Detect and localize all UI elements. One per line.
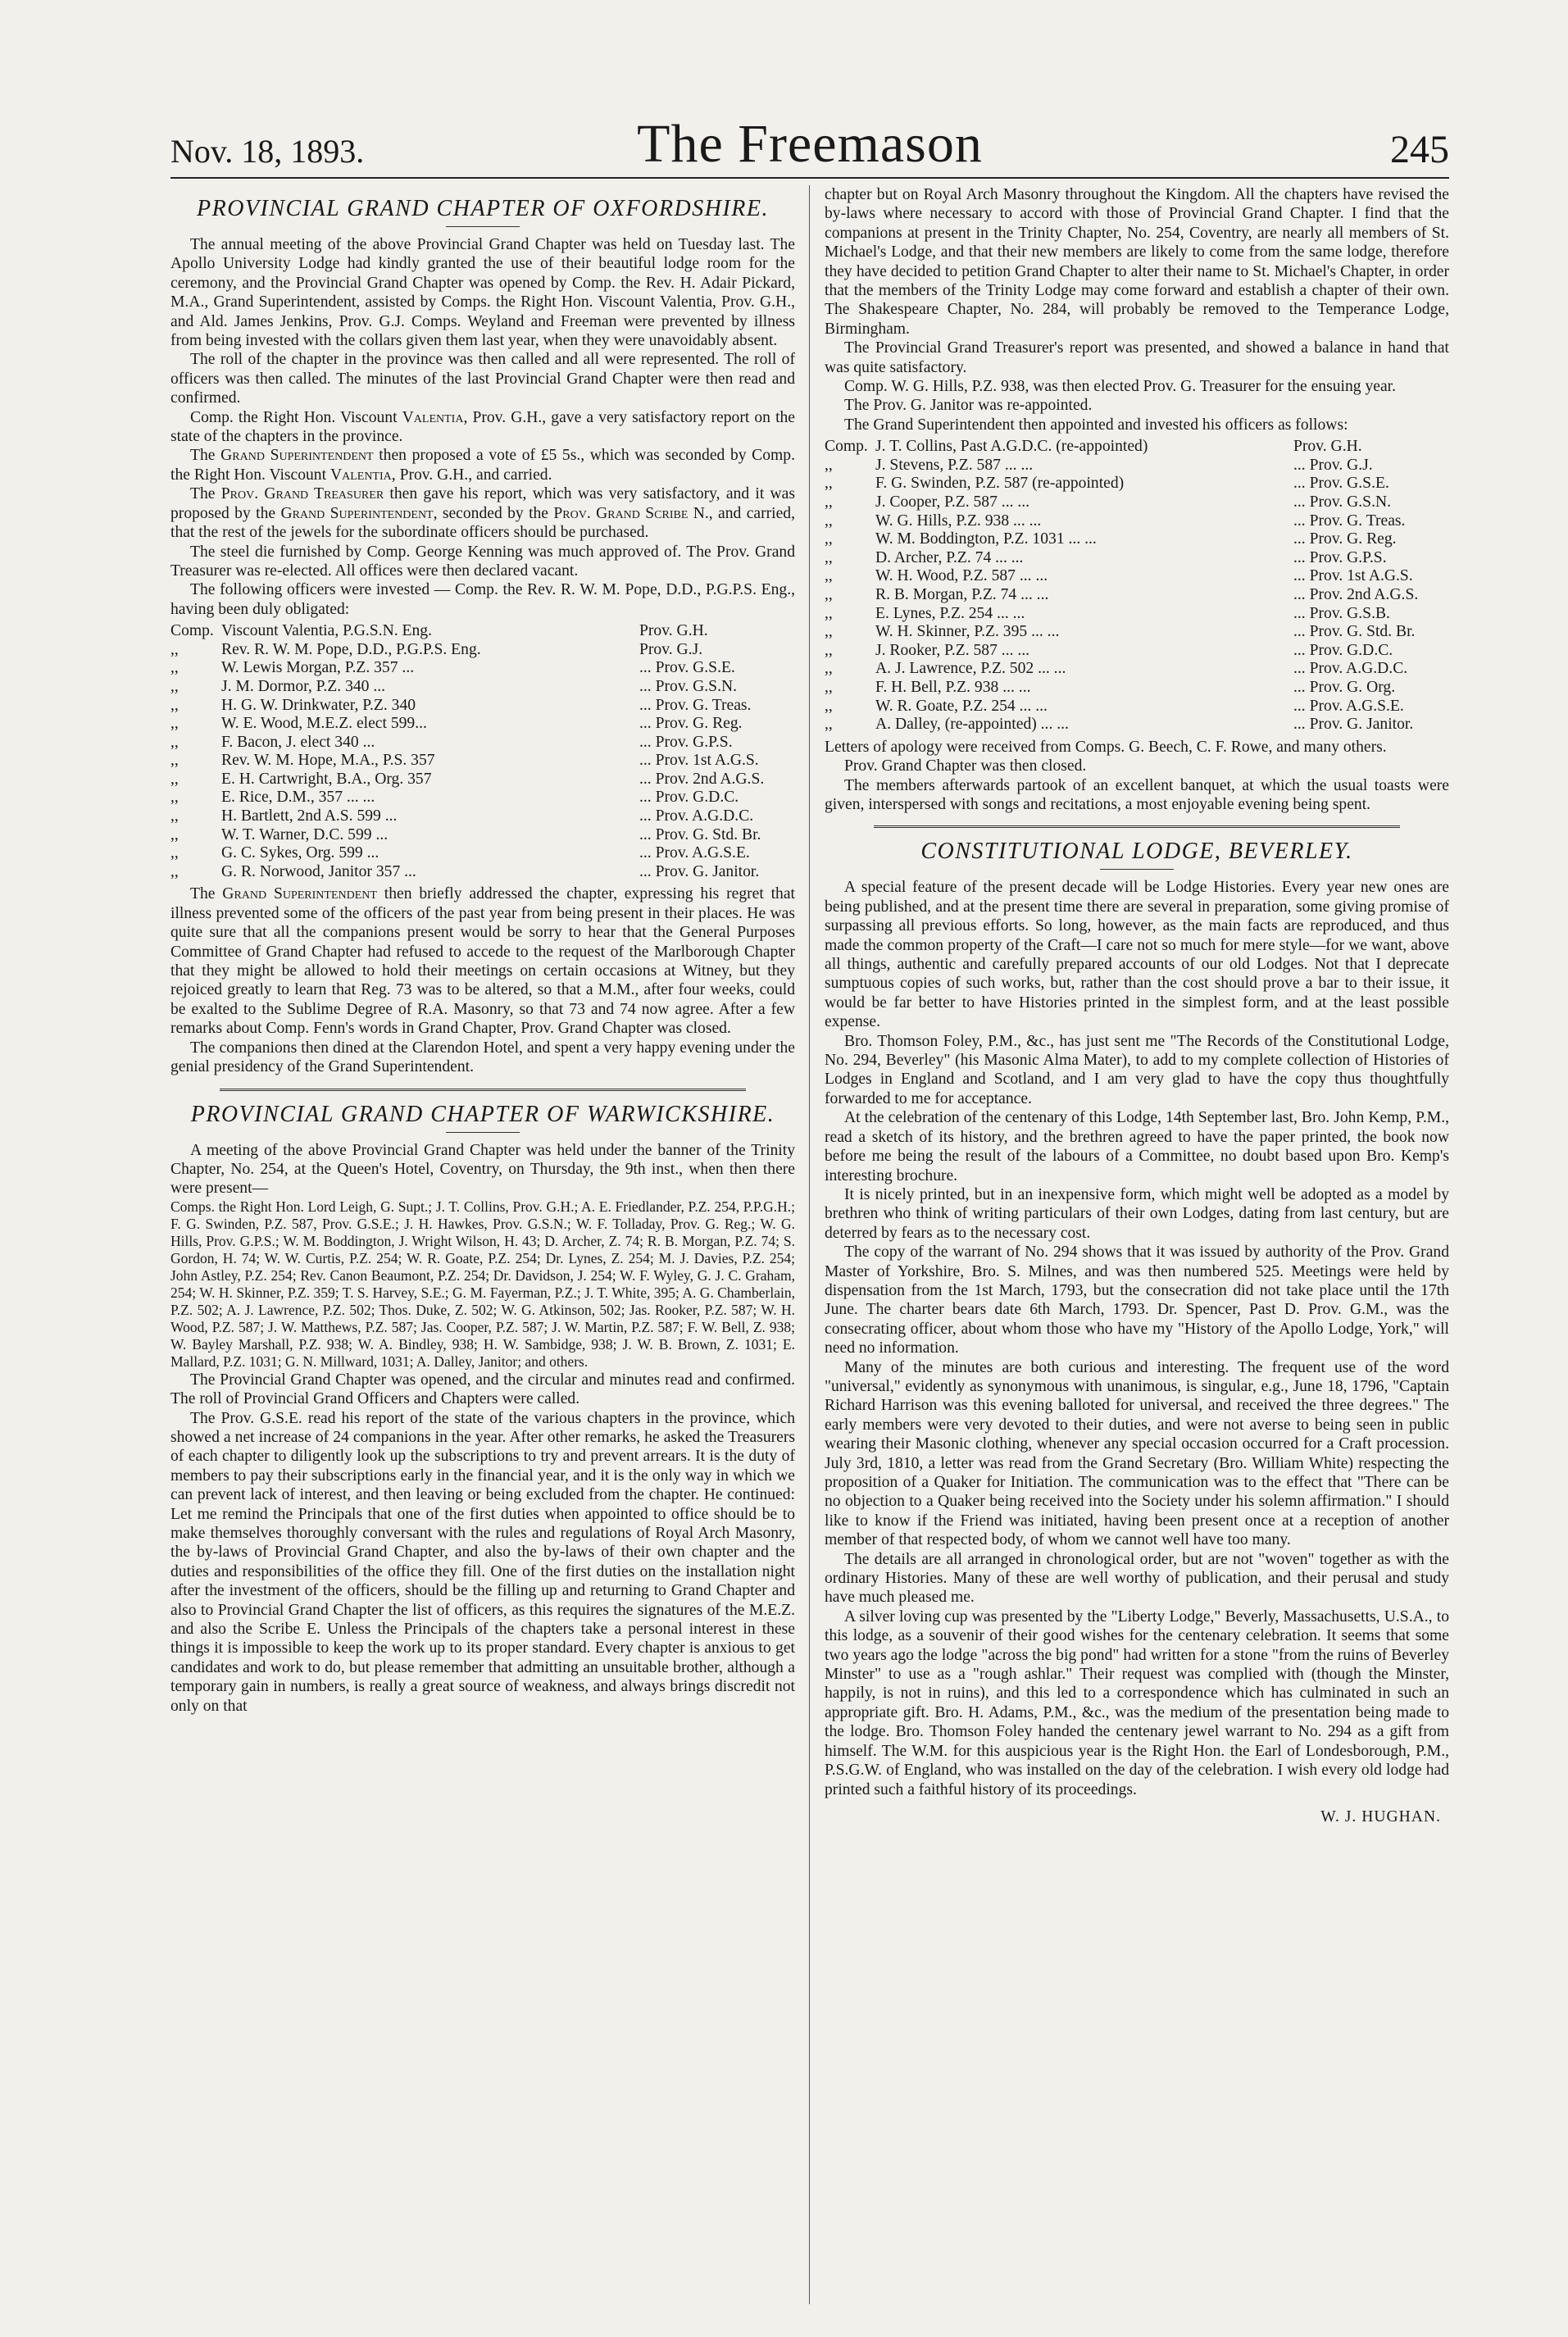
warwick-paragraph: The members afterwards partook of an excellent banquet, at which the usual toasts were given, interspersed with songs and recitations, a most enjoyable evening being spent. xyxy=(825,776,1449,813)
oxford-heading: PROVINCIAL GRAND CHAPTER OF OXFORDSHIRE. xyxy=(197,196,769,221)
officer-row: ,, J. M. Dormor, P.Z. 340 ... ... Prov. G.S.N. xyxy=(170,677,738,695)
right-column xyxy=(825,185,1449,2304)
warwick-paragraph: The Grand Superintendent then appointed and invested his officers as follows: xyxy=(844,416,1348,434)
oxford-paragraph: The Grand Superintendent then proposed a vote of £5 5s., which was seconded by Comp. the Right Hon. Viscount Valentia, Prov. G.H., and carried. xyxy=(170,447,795,484)
officer-row: ,, W. H. Skinner, P.Z. 395 ... ... ... Prov. G. Std. Br. xyxy=(825,623,1416,641)
issue-date: Nov. 18, 1893. xyxy=(170,133,365,170)
author-signature: W. J. HUGHAN. xyxy=(1320,1807,1441,1825)
officer-row: ,, R. B. Morgan, P.Z. 74 ... ... ... Prov. 2nd A.G.S. xyxy=(825,586,1419,604)
section-divider xyxy=(220,1089,746,1091)
officer-row: ,, D. Archer, P.Z. 74 ... ... ... Prov. G.P.S. xyxy=(825,548,1387,566)
oxford-paragraph: The annual meeting of the above Provincial Grand Chapter was held on Tuesday last. The Apollo University Lodge had kindly granted the use of their beautiful lodge room for the ceremony, and the Provincial Grand Chapter was opened by Comp. the Rev. H. Adair Pickard, M.A., Grand Superintendent, assisted by Comps. the Right Hon. Viscount Valentia, Prov. G.H., and Ald. James Jenkins, Prov. G.J. Comps. Weyland and Freeman were prevented by illness from being invested with the collars given them last year, when they were unavoidably absent. xyxy=(170,236,795,350)
officer-row: ,, E. Rice, D.M., 357 ... ... ... Prov. G.D.C. xyxy=(170,789,739,807)
heading-rule xyxy=(446,1132,520,1133)
column-rule xyxy=(809,185,810,2304)
officer-row: Comp. J. T. Collins, Past A.G.D.C. (re-appointed) Prov. G.H. xyxy=(825,438,1362,456)
beverley-heading: CONSTITUTIONAL LODGE, BEVERLEY. xyxy=(920,839,1353,865)
warwick-paragraph: Prov. Grand Chapter was then closed. xyxy=(844,757,1087,775)
heading-rule xyxy=(1100,869,1174,870)
oxford-paragraph: Comp. the Right Hon. Viscount Valentia, Prov. G.H., gave a very satisfactory report on the state of the chapters in the province. xyxy=(170,408,795,446)
warwick-paragraph: The Provincial Grand Treasurer's report was presented, and showed a balance in hand that was quite satisfactory. xyxy=(825,339,1449,376)
officer-row: ,, F. Bacon, J. elect 340 ... ... Prov. G.P.S. xyxy=(170,733,733,751)
oxford-paragraph: The Grand Superintendent then briefly addressed the chapter, expressing his regret that illness prevented some of the officers of the past year from being present in their places. He was quite sure that all the companions present would be sorry to hear that the General Purposes Committee of Grand Chapter had refused to accede to the request of the Marlborough Chapter that they might be allowed to hold their meetings on certain occasions at Witney, but they rejoiced greatly to learn that Reg. 73 was to be altered, so that a M.M., after four weeks, could be exalted to the Sublime Degree of R.A. Masonry, so that 73 and 74 now agree. After a few remarks about Comp. Fenn's words in Grand Chapter, Prov. Grand Chapter was closed. xyxy=(170,885,795,1038)
officer-row: ,, H. Bartlett, 2nd A.S. 599 ... ... Prov. A.G.D.C. xyxy=(170,807,754,825)
beverley-paragraph: It is nicely printed, but in an inexpensive form, which might well be adopted as a model by brethren who think of writing particulars of their own Lodges, dating from last century, but are deterred by fears as to the necessary cost. xyxy=(825,1185,1449,1242)
beverley-paragraph: A silver loving cup was presented by the "Liberty Lodge," Beverly, Massachusetts, U.S.A., to this lodge, as a souvenir of their good wishes for the centenary celebration. It seems that some two years ago the lodge "across the big pond" had written for a stone "from the ruins of Beverley Minster" to use as a "rough ashlar." Their request was complied with (though the Minster, happily, is not in ruins), and this led to a correspondence which has culminated in such an appropriate gift. Bro. H. Adams, P.M., &c., was the medium of the presentation being made to the lodge. Bro. Thomson Foley handed the centenary jewel warrant to No. 294 as a gift from himself. The W.M. for this auspicious year is the Right Hon. the Earl of Londesborough, P.M., P.S.G.W. of England, who was installed on the day of the celebration. I wish every old lodge had printed such a faithful history of its proceedings. xyxy=(825,1607,1449,1798)
beverley-paragraph: Many of the minutes are both curious and interesting. The frequent use of the word "universal," evidently as synonymous with unanimous, is singular, e.g., June 18, 1796, "Captain Richard Harrison was this evening balloted for universal, and received the three degrees." The early members were very devoted to their duties, and were not averse to being seen in public wearing their Masonic clothing, whenever any special occasion occurred for a Craft procession. July 3rd, 1810, a letter was read from the Grand Secretary (Bro. William White) respecting the proposition of a Quaker for Initiation. The communication was to the effect that "There can be no objection to a Quaker being received into the Society under his solemn affirmation." I should like to know if the Friend was initiated, having been present once at a reception of another member of that respected body, of whom we cannot well have too many. xyxy=(825,1358,1449,1549)
warwick-paragraph: A meeting of the above Provincial Grand Chapter was held under the banner of the Trinity Chapter, No. 254, at the Queen's Hotel, Coventry, on Thursday, the 9th inst., when then there were present— xyxy=(170,1141,795,1198)
officer-row: ,, F. G. Swinden, P.Z. 587 (re-appointed) ... Prov. G.S.E. xyxy=(825,475,1389,493)
officer-row: ,, W. Lewis Morgan, P.Z. 357 ... ... Prov. G.S.E. xyxy=(170,659,735,677)
section-divider xyxy=(874,825,1400,828)
masthead xyxy=(170,98,1449,177)
officer-row: ,, Rev. W. M. Hope, M.A., P.S. 357 ... Prov. 1st A.G.S. xyxy=(170,752,759,770)
warwick-heading: PROVINCIAL GRAND CHAPTER OF WARWICKSHIRE. xyxy=(190,1101,775,1127)
warwick-officers-list xyxy=(825,438,1449,734)
heading-rule xyxy=(446,226,520,227)
officer-row: ,, W. R. Goate, P.Z. 254 ... ... ... Prov. A.G.S.E. xyxy=(825,697,1404,715)
officer-row: ,, W. H. Wood, P.Z. 587 ... ... ... Prov. 1st A.G.S. xyxy=(825,567,1413,585)
warwick-paragraph: The Prov. G. Janitor was re-appointed. xyxy=(844,397,1093,415)
left-column xyxy=(170,185,795,2304)
officer-row: ,, A. Dalley, (re-appointed) ... ... ... Prov. G. Janitor. xyxy=(825,716,1414,734)
warwick-paragraph: The Prov. G.S.E. read his report of the state of the various chapters in the province, which showed a net increase of 24 companions in the year. After other remarks, he asked the Treasurers of each chapter to diligently look up the subscriptions to try and prevent arrears. It is the duty of members to pay their subscriptions early in the financial year, and it is the only way in which we can prevent lack of interest, and then leaving or being excluded from the chapter. He continued: Let me remind the Principals that one of the first duties when appointed to office should be to make themselves thoroughly conversant with the rules and regulations of Royal Arch Masonry, the by-laws of Provincial Grand Chapter, and also the by-laws of their own chapter and the duties and responsibilities of the office they fill. One of the first duties on the installation night after the investment of the officers, should be the filling up and returning to Grand Chapter and also to Provincial Grand Chapter the list of officers, as this requires the signatures of the M.E.Z. and also the Scribe E. Unless the Principals of the chapters take a personal interest in these things it is impossible to keep the work up to its proper standard. Every chapter is anxious to get candidates and work to do, but please remember that admitting an unsuitable brother, although a temporary gain in numbers, is really a great source of weakness, and always brings discredit not only on that xyxy=(170,1409,795,1715)
officer-row: Comp. Viscount Valentia, P.G.S.N. Eng. Prov. G.H. xyxy=(170,622,708,640)
oxford-paragraph: The steel die furnished by Comp. George Kenning was much approved of. The Prov. Grand Treasurer was re-elected. All offices were then declared vacant. xyxy=(170,543,795,580)
officer-row: ,, H. G. W. Drinkwater, P.Z. 340 ... Prov. G. Treas. xyxy=(170,696,752,714)
oxford-paragraph: The following officers were invested — Comp. the Rev. R. W. M. Pope, D.D., P.G.P.S. Eng., having been duly obligated: xyxy=(170,581,795,618)
warwick-paragraph: Comp. W. G. Hills, P.Z. 938, was then elected Prov. G. Treasurer for the ensuing year. xyxy=(844,378,1396,396)
officer-row: ,, J. Rooker, P.Z. 587 ... ... ... Prov. G.D.C. xyxy=(825,641,1393,659)
officer-row: ,, W. E. Wood, M.E.Z. elect 599... ... Prov. G. Reg. xyxy=(170,715,743,733)
beverley-paragraph: A special feature of the present decade will be Lodge Histories. Every year new ones are being published, and at the present time there are several in preparation, some giving promise of surpassing all previous efforts. So long, however, as the main facts are reproduced, and thus made the common property of the Craft—I care not so much for mere style—for we want, above all things, authentic and carefully prepared accounts of our old Lodges. Not that I deprecate sumptuous copies of such works, but, rather than the cost should prove a bar to their issue, it would be far better to have Histories printed in the simplest form, and at the least possible expense. xyxy=(825,879,1449,1031)
oxford-paragraph: The Prov. Grand Treasurer then gave his report, which was very satisfactory, and it was proposed by the Grand Superintendent, seconded by the Prov. Grand Scribe N., and carried, that the rest of the jewels for the subordinate officers should be purchased. xyxy=(170,485,795,542)
page-number: 245 xyxy=(1390,128,1449,171)
officer-row: ,, W. T. Warner, D.C. 599 ... ... Prov. G. Std. Br. xyxy=(170,825,761,843)
officer-row: ,, E. Lynes, P.Z. 254 ... ... ... Prov. G.S.B. xyxy=(825,604,1390,622)
warwick-paragraph: Letters of apology were received from Comps. G. Beech, C. F. Rowe, and many others. xyxy=(825,738,1387,756)
header-rule xyxy=(170,177,1449,179)
officer-row: ,, A. J. Lawrence, P.Z. 502 ... ... ... Prov. A.G.D.C. xyxy=(825,660,1408,678)
warwick-attendees: Comps. the Right Hon. Lord Leigh, G. Supt.; J. T. Collins, Prov. G.H.; A. E. Friedlander, P.Z. 254, P.P.G.H.; F. G. Swinden, P.Z. 587, Prov. G.S.E.; J. H. Hawkes, Prov. G.S.N.; W. F. Tolladay, Prov. G. Reg.; W. G. Hills, Prov. G.P.S.; W. M. Boddington, J. Wright Wilson, H. 43; D. Archer, Z. 74; R. B. Morgan, P.Z. 74; S. Gordon, H. 74; W. W. Curtis, P.Z. 254; W. R. Goate, P.Z. 254; Dr. Lynes, Z. 254; M. J. Davies, P.Z. 254; John Astley, P.Z. 254; Rev. Canon Beaumont, P.Z. 254; Dr. Davidson, J. 254; W. F. Wyley, G. J. C. Graham, 254; W. H. Skinner, P.Z. 359; T. S. Harvey, S.E.; G. M. Fayerman, P.Z.; J. T. White, 395; A. G. Chamberlain, P.Z. 502; A. J. Lawrence, P.Z. 502; Thos. Duke, Z. 502; W. G. Atkinson, 502; Jas. Rooker, P.Z. 587; W. H. Wood, P.Z. 587; J. W. Matthews, P.Z. 587; Jas. Cooper, P.Z. 587; J. W. Martin, P.Z. 587; F. W. Bell, Z. 938; W. Bayley Marshall, P.Z. 938; W. A. Bindley, 938; H. W. Sambidge, 938; J. W. B. Brown, Z. 1031; E. Mallard, P.Z. 1031; G. N. Millward, 1031; A. Dalley, Janitor; and others. xyxy=(170,1198,795,1370)
officer-row: ,, W. M. Boddington, P.Z. 1031 ... ... ... Prov. G. Reg. xyxy=(825,530,1397,548)
beverley-paragraph: The copy of the warrant of No. 294 shows that it was issued by authority of the Prov. Grand Master of Yorkshire, Bro. S. Milnes, and was then numbered 525. Meetings were held by dispensation from the 1st March, 1793, but the consecration did not take place until the 17th June. The charter bears date 6th March, 1793. Dr. Spencer, Past D. Prov. G.M., was the consecrating officer, about whom those who have my "History of the Apollo Lodge, York," will need no information. xyxy=(825,1244,1449,1357)
officer-row: ,, G. C. Sykes, Org. 599 ... ... Prov. A.G.S.E. xyxy=(170,844,750,862)
warwick-paragraph: The Provincial Grand Chapter was opened, and the circular and minutes read and confirmed. The roll of Provincial Grand Officers and Chapters were called. xyxy=(170,1371,795,1408)
officer-row: ,, W. G. Hills, P.Z. 938 ... ... ... Prov. G. Treas. xyxy=(825,512,1406,530)
oxford-paragraph: The companions then dined at the Clarendon Hotel, and spent a very happy evening under the genial presidency of the Grand Superintendent. xyxy=(170,1039,795,1076)
beverley-paragraph: At the celebration of the centenary of this Lodge, 14th September last, Bro. John Kemp, P.M., read a sketch of its history, and the brethren agreed to have the paper printed, the book now before me being the result of the labours of a Committee, no doubt based upon Bro. Kemp's interesting brochure. xyxy=(825,1109,1449,1184)
warwick-paragraph: chapter but on Royal Arch Masonry throughout the Kingdom. All the chapters have revised the by-laws where necessary to accord with those of Provincial Grand Chapter. I find that the companions at present in the Trinity Chapter, No. 254, Coventry, are nearly all members of St. Michael's Lodge, and that their new members are likely to come from the same lodge, therefore they have decided to petition Grand Chapter to alter their name to St. Michael's Chapter, in order that the members of the Trinity Lodge may come forward and establish a chapter of their own. The Shakespeare Chapter, No. 284, will probably be removed to the Temperance Lodge, Birmingham. xyxy=(825,186,1449,338)
officer-row: ,, F. H. Bell, P.Z. 938 ... ... ... Prov. G. Org. xyxy=(825,679,1396,696)
beverley-paragraph: Bro. Thomson Foley, P.M., &c., has just sent me "The Records of the Constitutional Lodge, No. 294, Beverley" (his Masonic Alma Mater), to add to my complete collection of Histories of Lodges in England and Scotland, and I am very glad to have the copy thus thoughtfully forwarded to me for acceptance. xyxy=(825,1032,1449,1107)
officer-row: ,, J. Stevens, P.Z. 587 ... ... ... Prov. G.J. xyxy=(825,456,1373,474)
oxford-officers-list xyxy=(170,622,795,881)
officer-row: ,, Rev. R. W. M. Pope, D.D., P.G.P.S. Eng. Prov. G.J. xyxy=(170,640,703,658)
officer-row: ,, E. H. Cartwright, B.A., Org. 357 ... Prov. 2nd A.G.S. xyxy=(170,770,765,788)
beverley-paragraph: The details are all arranged in chronological order, but are not "woven" together as with the ordinary Histories. Many of these are well worthy of publication, and their perusal and study have much pleased me. xyxy=(825,1550,1449,1607)
officer-row: ,, G. R. Norwood, Janitor 357 ... ... Prov. G. Janitor. xyxy=(170,862,760,880)
officer-row: ,, J. Cooper, P.Z. 587 ... ... ... Prov. G.S.N. xyxy=(825,493,1392,512)
oxford-paragraph: The roll of the chapter in the province was then called and all were represented. The roll of officers was then called. The minutes of the last Provincial Grand Chapter were then read and confirmed. xyxy=(170,351,795,407)
publication-title: The Freemason xyxy=(637,114,983,174)
